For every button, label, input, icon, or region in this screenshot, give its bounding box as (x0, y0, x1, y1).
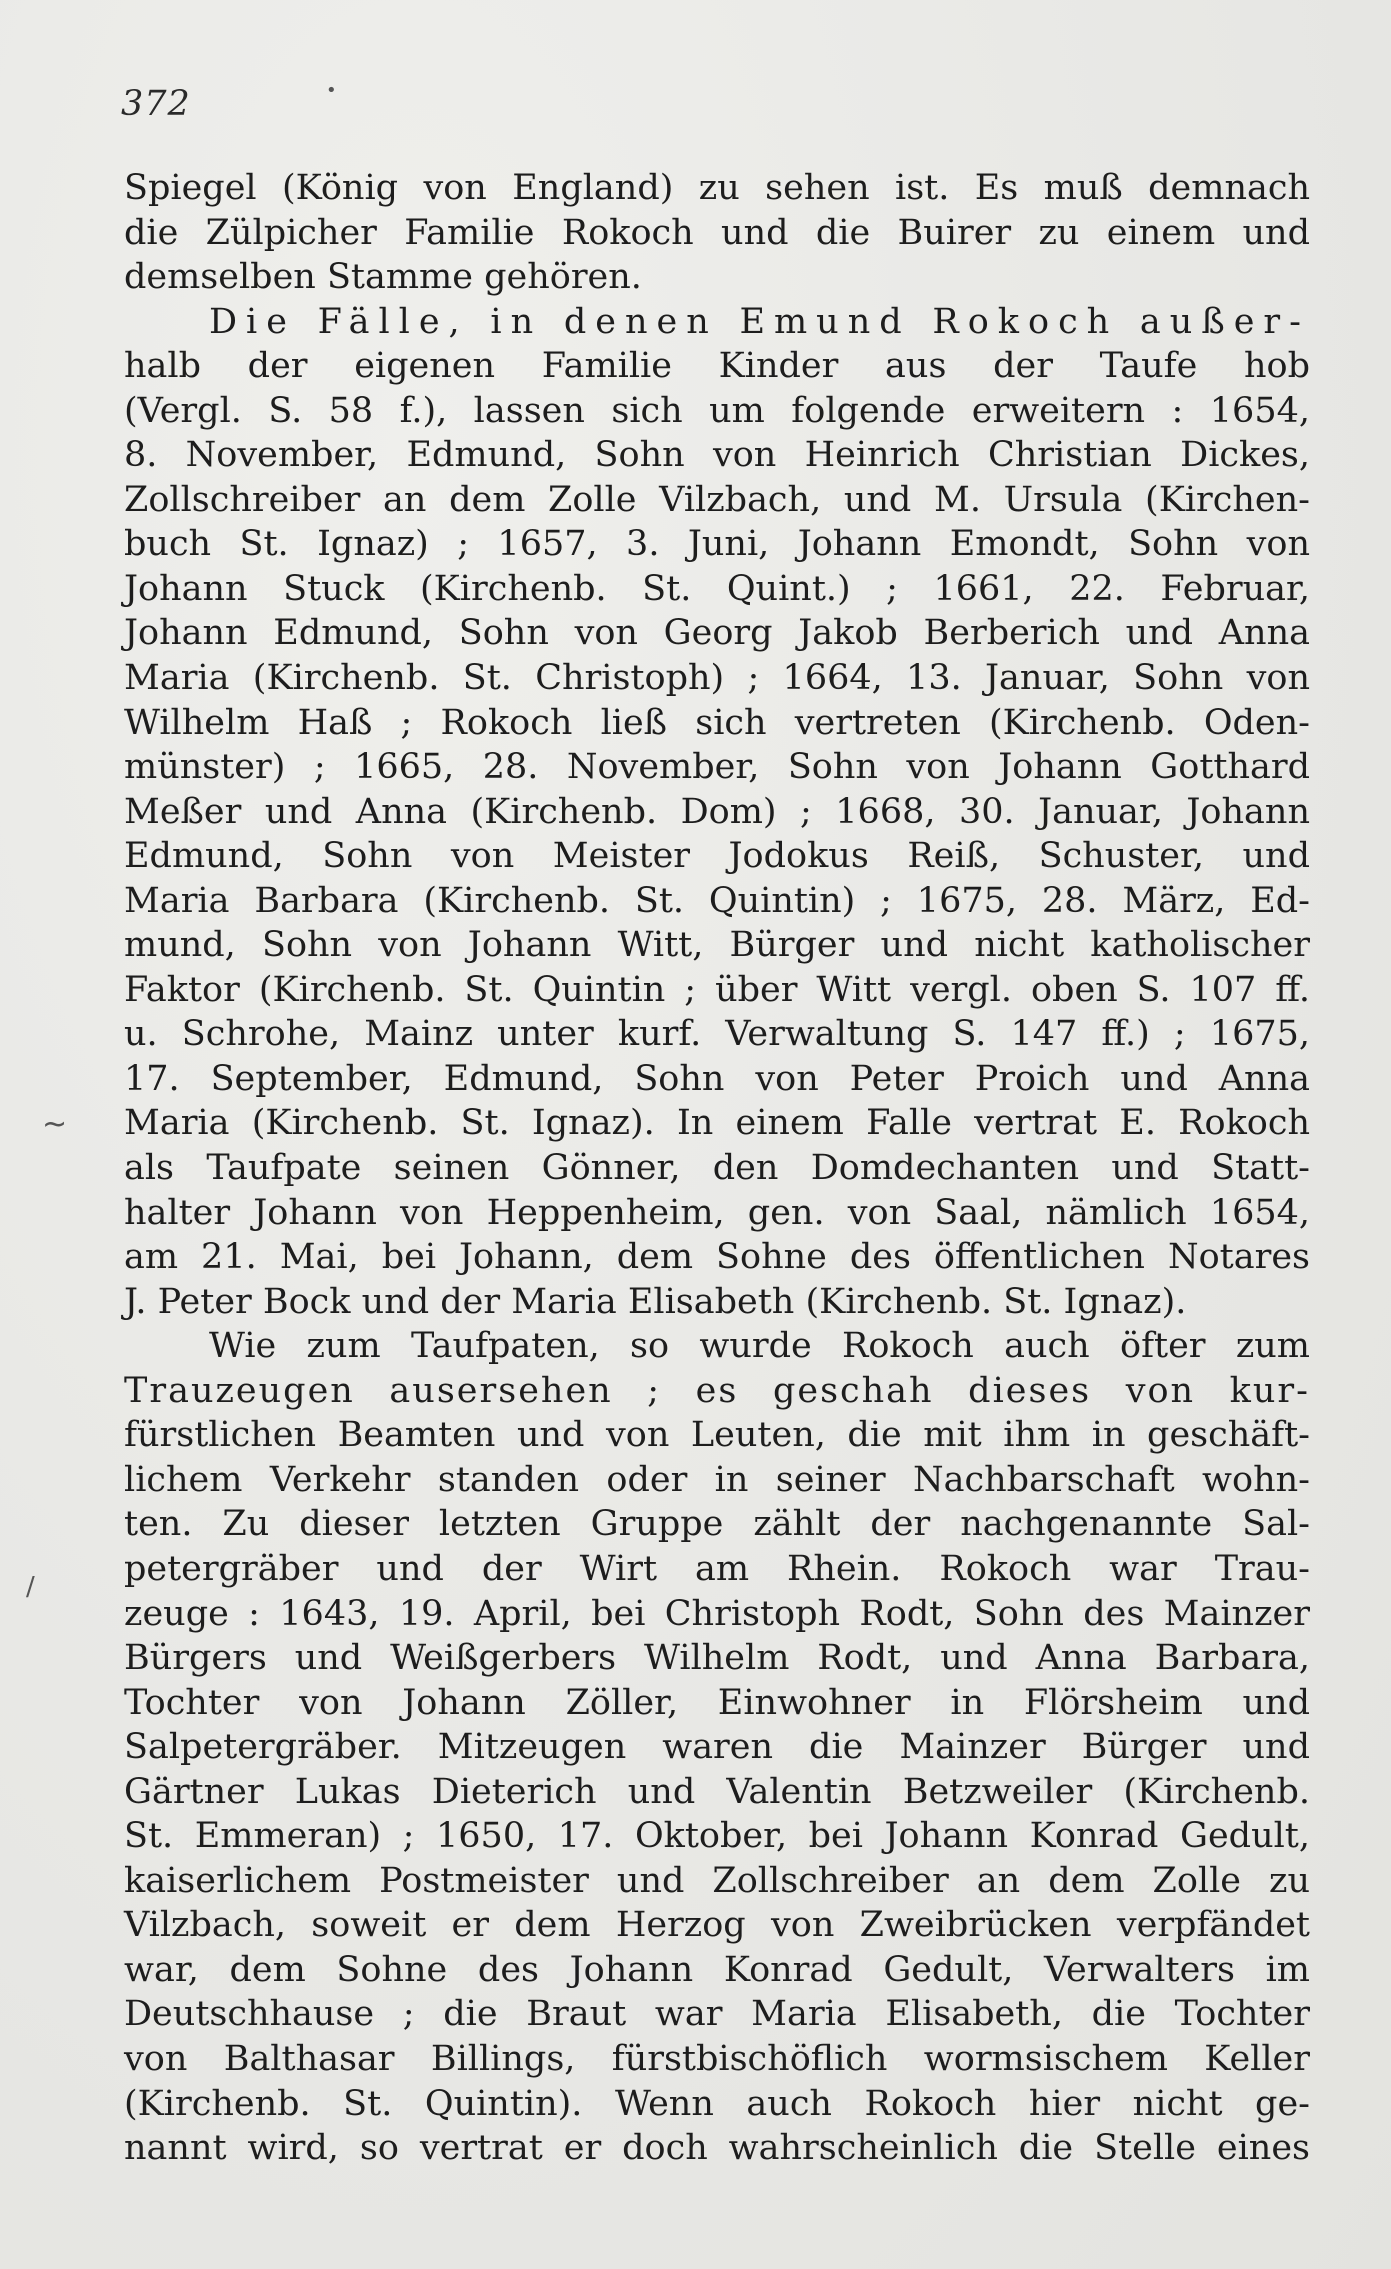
text-line: u. Schrohe, Mainz unter kurf. Verwaltung S. 147 ff.) ; 1675, (124, 1014, 1310, 1055)
text-line: die Zülpicher Familie Rokoch und die Buirer zu einem und (124, 212, 1310, 253)
text-line: ten. Zu dieser letzten Gruppe zählt der nachgenannte Sal- (124, 1504, 1310, 1545)
text-line: 17. September, Edmund, Sohn von Peter Proich und Anna (124, 1058, 1310, 1099)
text-line: mund, Sohn von Johann Witt, Bürger und nicht katholischer (124, 925, 1310, 966)
text-line: als Taufpate seinen Gönner, den Domdechanten und Statt- (124, 1148, 1310, 1189)
text-line: Zollschreiber an dem Zolle Vilzbach, und M. Ursula (Kirchen- (124, 479, 1310, 520)
text-line: Vilzbach, soweit er dem Herzog von Zweibrücken verpfändet (124, 1905, 1310, 1946)
text-line: buch St. Ignaz) ; 1657, 3. Juni, Johann Emondt, Sohn von (124, 524, 1310, 565)
text-line: Die Fälle, in denen Emund Rokoch außer- (209, 301, 1310, 342)
text-line: Maria (Kirchenb. St. Christoph) ; 1664, 13. Januar, Sohn von (124, 658, 1310, 699)
margin-slash-mark: / (26, 1572, 35, 1602)
text-line: von Balthasar Billings, fürstbischöflich wormsischem Keller (124, 2038, 1310, 2079)
text-line: zeuge : 1643, 19. April, bei Christoph Rodt, Sohn des Mainzer (124, 1593, 1310, 1634)
text-line: am 21. Mai, bei Johann, dem Sohne des öffentlichen Notares (124, 1237, 1310, 1278)
text-line: Tochter von Johann Zöller, Einwohner in Flörsheim und (124, 1682, 1310, 1723)
text-line: Wilhelm Haß ; Rokoch ließ sich vertreten (Kirchenb. Oden- (124, 702, 1310, 743)
text-line: Gärtner Lukas Dieterich und Valentin Betzweiler (Kirchenb. (124, 1771, 1310, 1812)
text-line: Wie zum Taufpaten, so wurde Rokoch auch öfter zum (209, 1326, 1310, 1367)
text-line: (Vergl. S. 58 f.), lassen sich um folgende erweitern : 1654, (124, 390, 1310, 431)
text-line: Faktor (Kirchenb. St. Quintin ; über Witt vergl. oben S. 107 ff. (124, 969, 1310, 1010)
text-line: halb der eigenen Familie Kinder aus der Taufe hob (124, 346, 1310, 387)
text-line: kaiserlichem Postmeister und Zollschreiber an dem Zolle zu (124, 1860, 1310, 1901)
text-line: war, dem Sohne des Johann Konrad Gedult, Verwalters im (124, 1949, 1310, 1990)
text-line: Maria (Kirchenb. St. Ignaz). In einem Falle vertrat E. Rokoch (124, 1103, 1310, 1144)
text-line: Edmund, Sohn von Meister Jodokus Reiß, Schuster, und (124, 836, 1310, 877)
margin-dot-mark: • (326, 80, 337, 101)
text-line: nannt wird, so vertrat er doch wahrscheinlich die Stelle eines (124, 2128, 1310, 2169)
text-line: Meßer und Anna (Kirchenb. Dom) ; 1668, 30. Januar, Johann (124, 791, 1310, 832)
text-line: Salpetergräber. Mitzeugen waren die Mainzer Bürger und (124, 1727, 1310, 1768)
text-line: demselben Stamme gehören. (124, 257, 642, 298)
text-line: Johann Edmund, Sohn von Georg Jakob Berberich und Anna (124, 613, 1310, 654)
body-text (124, 166, 1310, 2171)
text-line: St. Emmeran) ; 1650, 17. Oktober, bei Johann Konrad Gedult, (124, 1816, 1310, 1857)
page-number: 372 (121, 84, 191, 124)
text-line: Trauzeugen ausersehen ; es geschah dieses von kur- (124, 1370, 1310, 1411)
text-line: petergräber und der Wirt am Rhein. Rokoch war Trau- (124, 1548, 1310, 1589)
text-line: münster) ; 1665, 28. November, Sohn von Johann Gotthard (124, 747, 1310, 788)
text-line: 8. November, Edmund, Sohn von Heinrich Christian Dickes, (124, 435, 1310, 476)
text-line: Bürgers und Weißgerbers Wilhelm Rodt, und Anna Barbara, (124, 1638, 1310, 1679)
text-line: fürstlichen Beamten und von Leuten, die mit ihm in geschäft- (124, 1415, 1310, 1456)
text-line: lichem Verkehr standen oder in seiner Nachbarschaft wohn- (124, 1459, 1310, 1500)
text-line: Maria Barbara (Kirchenb. St. Quintin) ; 1675, 28. März, Ed- (124, 880, 1310, 921)
margin-tilde-mark: ~ (42, 1107, 68, 1142)
text-line: halter Johann von Heppenheim, gen. von Saal, nämlich 1654, (124, 1192, 1310, 1233)
text-line: J. Peter Bock und der Maria Elisabeth (Kirchenb. St. Ignaz). (124, 1281, 1187, 1322)
text-line: Deutschhause ; die Braut war Maria Elisabeth, die Tochter (124, 1994, 1310, 2035)
text-line: Spiegel (König von England) zu sehen ist. Es muß demnach (124, 168, 1310, 208)
text-line: (Kirchenb. St. Quintin). Wenn auch Rokoch hier nicht ge- (124, 2083, 1310, 2124)
text-line: Johann Stuck (Kirchenb. St. Quint.) ; 1661, 22. Februar, (124, 568, 1310, 609)
